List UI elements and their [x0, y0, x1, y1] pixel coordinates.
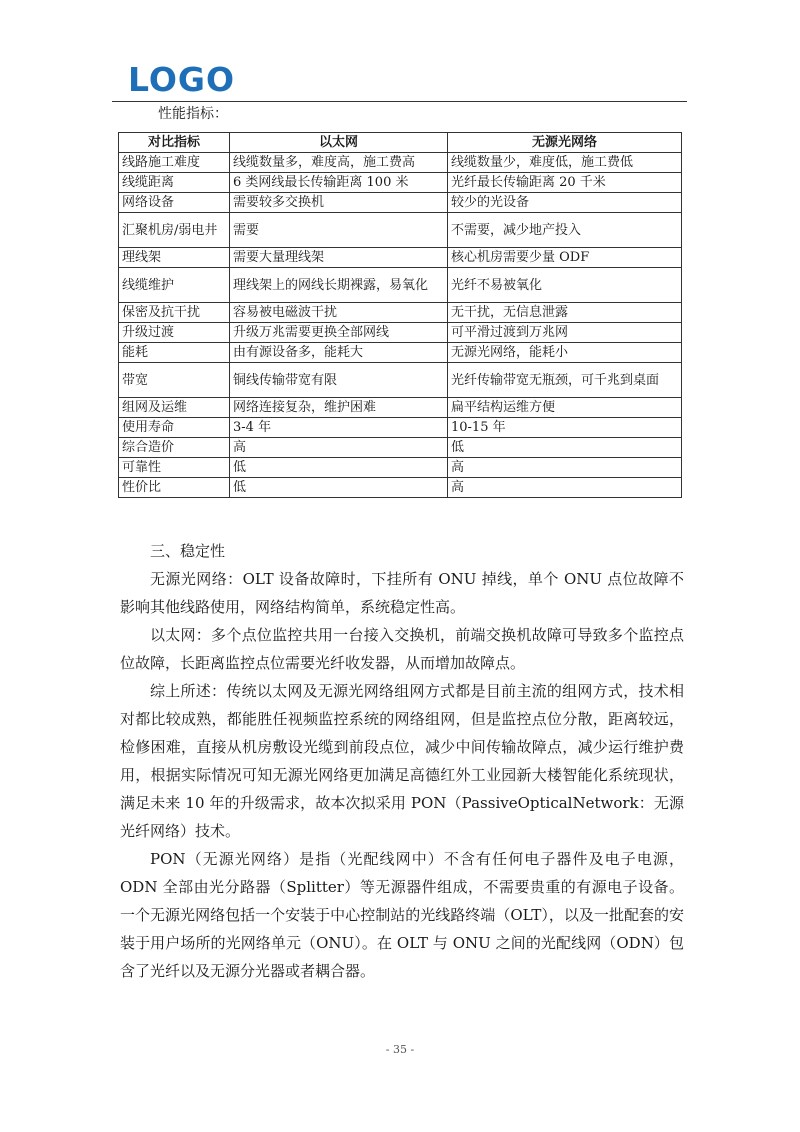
- table-row: [119, 343, 682, 363]
- pon-cell: 光纤不易被氧化: [448, 268, 682, 303]
- ethernet-cell: 6 类网线最长传输距离 100 米: [230, 173, 448, 193]
- table-header-row: [119, 133, 682, 153]
- metric-cell: 升级过渡: [119, 323, 230, 343]
- pon-cell: 低: [448, 438, 682, 458]
- ethernet-cell: 3-4 年: [230, 418, 448, 438]
- table-row: [119, 478, 682, 498]
- column-header-ethernet: 以太网: [230, 133, 448, 153]
- header-rule: [112, 101, 687, 102]
- pon-cell: 扁平结构运维方便: [448, 398, 682, 418]
- pon-cell: 不需要，减少地产投入: [448, 213, 682, 248]
- paragraph-summary: 综上所述：传统以太网及无源光网络组网方式都是目前主流的组网方式，技术相对都比较成熟，都能胜任视频监控系统的网络组网，但是监控点位分散，距离较远，检修困难，直接从机房敷设光缆到前段点位，减少中间传输故障点，减少运行维护费用，根据实际情况可知无源光网络更加满足高德红外工业园新大楼智能化系统现状，满足未来 10 年的升级需求，故本次拟采用 PON（PassiveOpticalNetwork：无源光纤网络）技术。: [120, 682, 684, 840]
- pon-cell: 核心机房需要少量 ODF: [448, 248, 682, 268]
- metric-cell: 网络设备: [119, 193, 230, 213]
- metric-cell: 综合造价: [119, 438, 230, 458]
- metric-cell: 带宽: [119, 363, 230, 398]
- ethernet-cell: 需要大量理线架: [230, 248, 448, 268]
- ethernet-cell: 理线架上的网线长期裸露，易氧化: [230, 268, 448, 303]
- ethernet-cell: 需要: [230, 213, 448, 248]
- table-row: [119, 268, 682, 303]
- metric-cell: 保密及抗干扰: [119, 303, 230, 323]
- metric-cell: 线路施工难度: [119, 153, 230, 173]
- ethernet-cell: 需要较多交换机: [230, 193, 448, 213]
- ethernet-cell: 升级万兆需要更换全部网线: [230, 323, 448, 343]
- pon-cell: 高: [448, 478, 682, 498]
- ethernet-cell: 线缆数量多，难度高，施工费高: [230, 153, 448, 173]
- table-row: [119, 363, 682, 398]
- table-row: [119, 458, 682, 478]
- paragraph-pon-stability: 无源光网络：OLT 设备故障时，下挂所有 ONU 掉线，单个 ONU 点位故障不影响其他线路使用，网络结构简单，系统稳定性高。: [120, 570, 684, 616]
- table-row: [119, 418, 682, 438]
- table-row: [119, 173, 682, 193]
- paragraph-pon-definition: PON（无源光网络）是指（光配线网中）不含有任何电子器件及电子电源，ODN 全部由光分路器（Splitter）等无源器件组成，不需要贵重的有源电子设备。一个无源光网络包括一个安装于中心控制站的光线路终端（OLT），以及一批配套的安装于用户场所的光网络单元（ONU）。在 OLT 与 ONU 之间的光配线网（ODN）包含了光纤以及无源分光器或者耦合器。: [120, 850, 684, 980]
- metric-cell: 线缆距离: [119, 173, 230, 193]
- page-number: - 35 -: [385, 1043, 415, 1056]
- metric-cell: 线缆维护: [119, 268, 230, 303]
- table-row: [119, 193, 682, 213]
- pon-cell: 无干扰，无信息泄露: [448, 303, 682, 323]
- section-heading: 三、稳定性: [150, 542, 226, 560]
- body-text: [120, 537, 684, 985]
- pon-cell: 光纤最长传输距离 20 千米: [448, 173, 682, 193]
- ethernet-cell: 低: [230, 458, 448, 478]
- table-row: [119, 153, 682, 173]
- ethernet-cell: 铜线传输带宽有限: [230, 363, 448, 398]
- ethernet-cell: 高: [230, 438, 448, 458]
- pon-cell: 10-15 年: [448, 418, 682, 438]
- ethernet-cell: 容易被电磁波干扰: [230, 303, 448, 323]
- metric-cell: 组网及运维: [119, 398, 230, 418]
- metric-cell: 性价比: [119, 478, 230, 498]
- performance-label: 性能指标：: [158, 106, 228, 122]
- table-row: [119, 398, 682, 418]
- pon-cell: 光纤传输带宽无瓶颈，可千兆到桌面: [448, 363, 682, 398]
- pon-cell: 无源光网络，能耗小: [448, 343, 682, 363]
- table-row: [119, 303, 682, 323]
- pon-cell: 高: [448, 458, 682, 478]
- paragraph-ethernet-stability: 以太网：多个点位监控共用一台接入交换机，前端交换机故障可导致多个监控点位故障，长距离监控点位需要光纤收发器，从而增加故障点。: [120, 626, 684, 672]
- metric-cell: 可靠性: [119, 458, 230, 478]
- table-row: [119, 213, 682, 248]
- metric-cell: 汇聚机房/弱电井: [119, 213, 230, 248]
- pon-cell: 较少的光设备: [448, 193, 682, 213]
- table-row: [119, 248, 682, 268]
- metric-cell: 理线架: [119, 248, 230, 268]
- pon-cell: 可平滑过渡到万兆网: [448, 323, 682, 343]
- table-row: [119, 323, 682, 343]
- comparison-table: [118, 132, 682, 498]
- metric-cell: 使用寿命: [119, 418, 230, 438]
- pon-cell: 线缆数量少，难度低，施工费低: [448, 153, 682, 173]
- column-header-pon: 无源光网络: [448, 133, 682, 153]
- metric-cell: 能耗: [119, 343, 230, 363]
- column-header-metric: 对比指标: [119, 133, 230, 153]
- ethernet-cell: 网络连接复杂，维护困难: [230, 398, 448, 418]
- logo: LOGO: [128, 60, 236, 99]
- table-row: [119, 438, 682, 458]
- ethernet-cell: 由有源设备多，能耗大: [230, 343, 448, 363]
- ethernet-cell: 低: [230, 478, 448, 498]
